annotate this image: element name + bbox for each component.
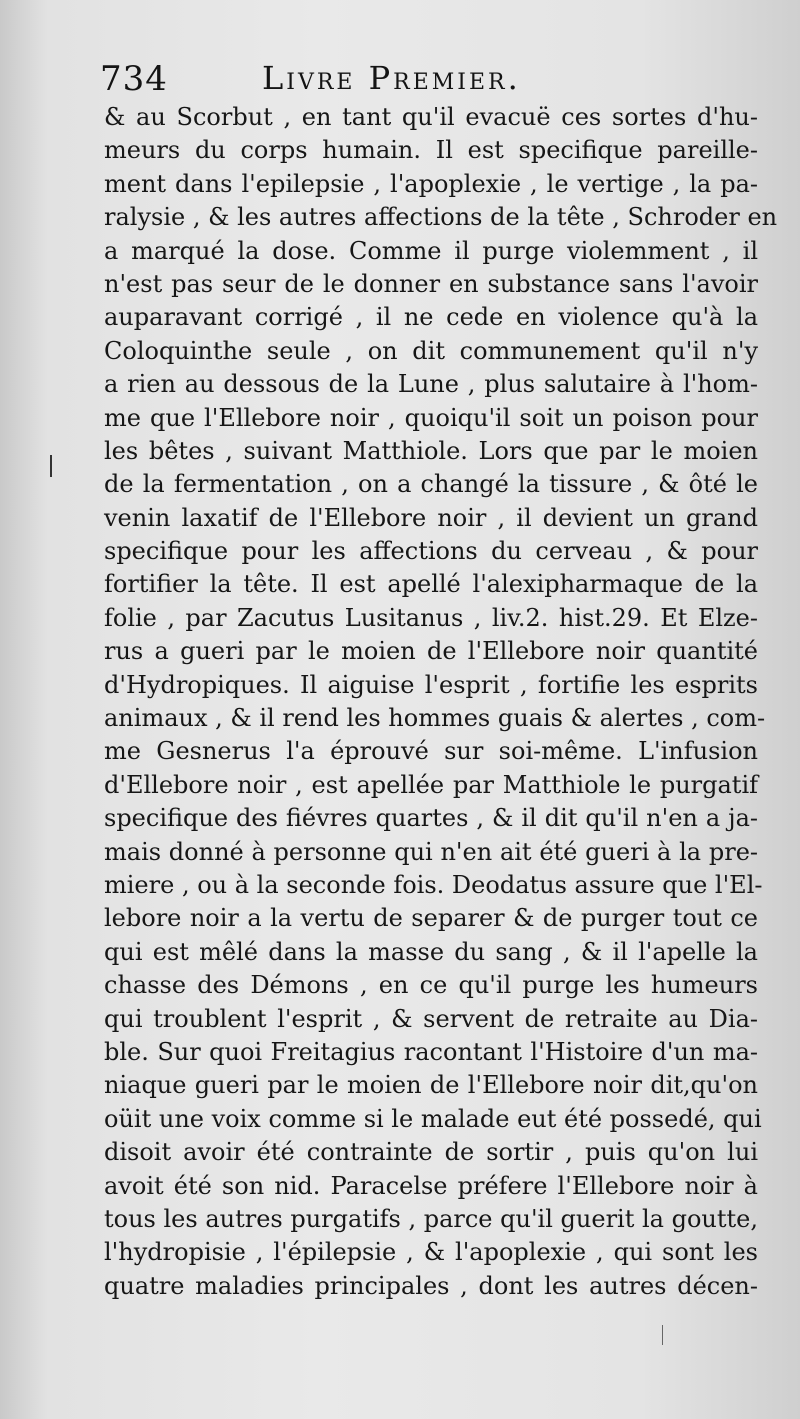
text-line: Coloquinthe seule , on dit communement qu'il n'y — [104, 336, 758, 365]
text-line: quatre maladies principales , dont les autres décen- — [104, 1271, 758, 1300]
page-number: 734 — [100, 59, 168, 99]
text-line: ment dans l'epilepsie , l'apoplexie , le vertige , la pa- — [104, 169, 758, 198]
page-header — [100, 55, 760, 105]
text-line: a rien au dessous de la Lune , plus salutaire à l'hom- — [104, 370, 758, 399]
text-line: ralysie , & les autres affections de la tête , Schroder en — [104, 203, 778, 232]
text-line: n'est pas seur de le donner en substance sans l'avoir — [104, 269, 758, 298]
text-line: ble. Sur quoi Freitagius racontant l'Histoire d'un ma- — [104, 1037, 758, 1066]
text-line: me Gesnerus l'a éprouvé sur soi-même. L'infusion — [104, 737, 758, 766]
text-line: specifique des fiévres quartes , & il dit qu'il n'en a ja- — [104, 804, 758, 833]
text-line: animaux , & il rend les hommes guais & alertes , com- — [104, 704, 766, 733]
text-line: disoit avoir été contrainte de sortir , puis qu'on lui — [104, 1138, 758, 1167]
running-title: Livre Premier. — [262, 59, 521, 97]
text-line: lebore noir a la vertu de separer & de purger tout ce — [104, 904, 758, 933]
text-line: oüit une voix comme si le malade eut été possedé, qui — [104, 1104, 762, 1133]
paper-mark — [662, 1325, 663, 1345]
text-line: les bêtes , suivant Matthiole. Lors que par le moien — [104, 436, 758, 465]
text-line: me que l'Ellebore noir , quoiqu'il soit un poison pour — [104, 403, 758, 432]
text-line: qui troublent l'esprit , & servent de retraite au Dia- — [104, 1004, 758, 1033]
text-line: auparavant corrigé , il ne cede en violence qu'à la — [104, 303, 758, 332]
text-line: fortifier la tête. Il est apellé l'alexipharmaque de la — [104, 570, 758, 599]
body-text — [104, 101, 778, 1303]
text-line: a marqué la dose. Comme il purge violemment , il — [104, 236, 758, 265]
text-line: meurs du corps humain. Il est specifique pareille- — [104, 136, 758, 165]
text-line: tous les autres purgatifs , parce qu'il guerit la goutte, — [104, 1204, 758, 1233]
text-line: folie , par Zacutus Lusitanus , liv.2. hist.29. Et Elze- — [104, 603, 758, 632]
text-line: d'Hydropiques. Il aiguise l'esprit , fortifie les esprits — [104, 670, 758, 699]
text-line: miere , ou à la seconde fois. Deodatus assure que l'El- — [104, 870, 763, 899]
text-line: mais donné à personne qui n'en ait été gueri à la pre- — [104, 837, 758, 866]
text-line: d'Ellebore noir , est apellée par Matthiole le purgatif — [104, 770, 758, 799]
text-line: avoit été son nid. Paracelse préfere l'Ellebore noir à — [104, 1171, 758, 1200]
text-line: rus a gueri par le moien de l'Ellebore noir quantité — [104, 637, 758, 666]
text-line: chasse des Démons , en ce qu'il purge les humeurs — [104, 971, 758, 1000]
text-line: de la fermentation , on a changé la tissure , & ôté le — [104, 470, 758, 499]
margin-mark — [50, 455, 52, 477]
text-line: niaque gueri par le moien de l'Ellebore noir dit,qu'on — [104, 1071, 758, 1100]
text-line: qui est mêlé dans la masse du sang , & il l'apelle la — [104, 937, 758, 966]
text-line: specifique pour les affections du cerveau , & pour — [104, 537, 758, 566]
text-line: venin laxatif de l'Ellebore noir , il devient un grand — [104, 503, 758, 532]
text-line: & au Scorbut , en tant qu'il evacuë ces sortes d'hu- — [104, 103, 758, 131]
text-line: l'hydropisie , l'épilepsie , & l'apoplexie , qui sont les — [104, 1238, 758, 1267]
